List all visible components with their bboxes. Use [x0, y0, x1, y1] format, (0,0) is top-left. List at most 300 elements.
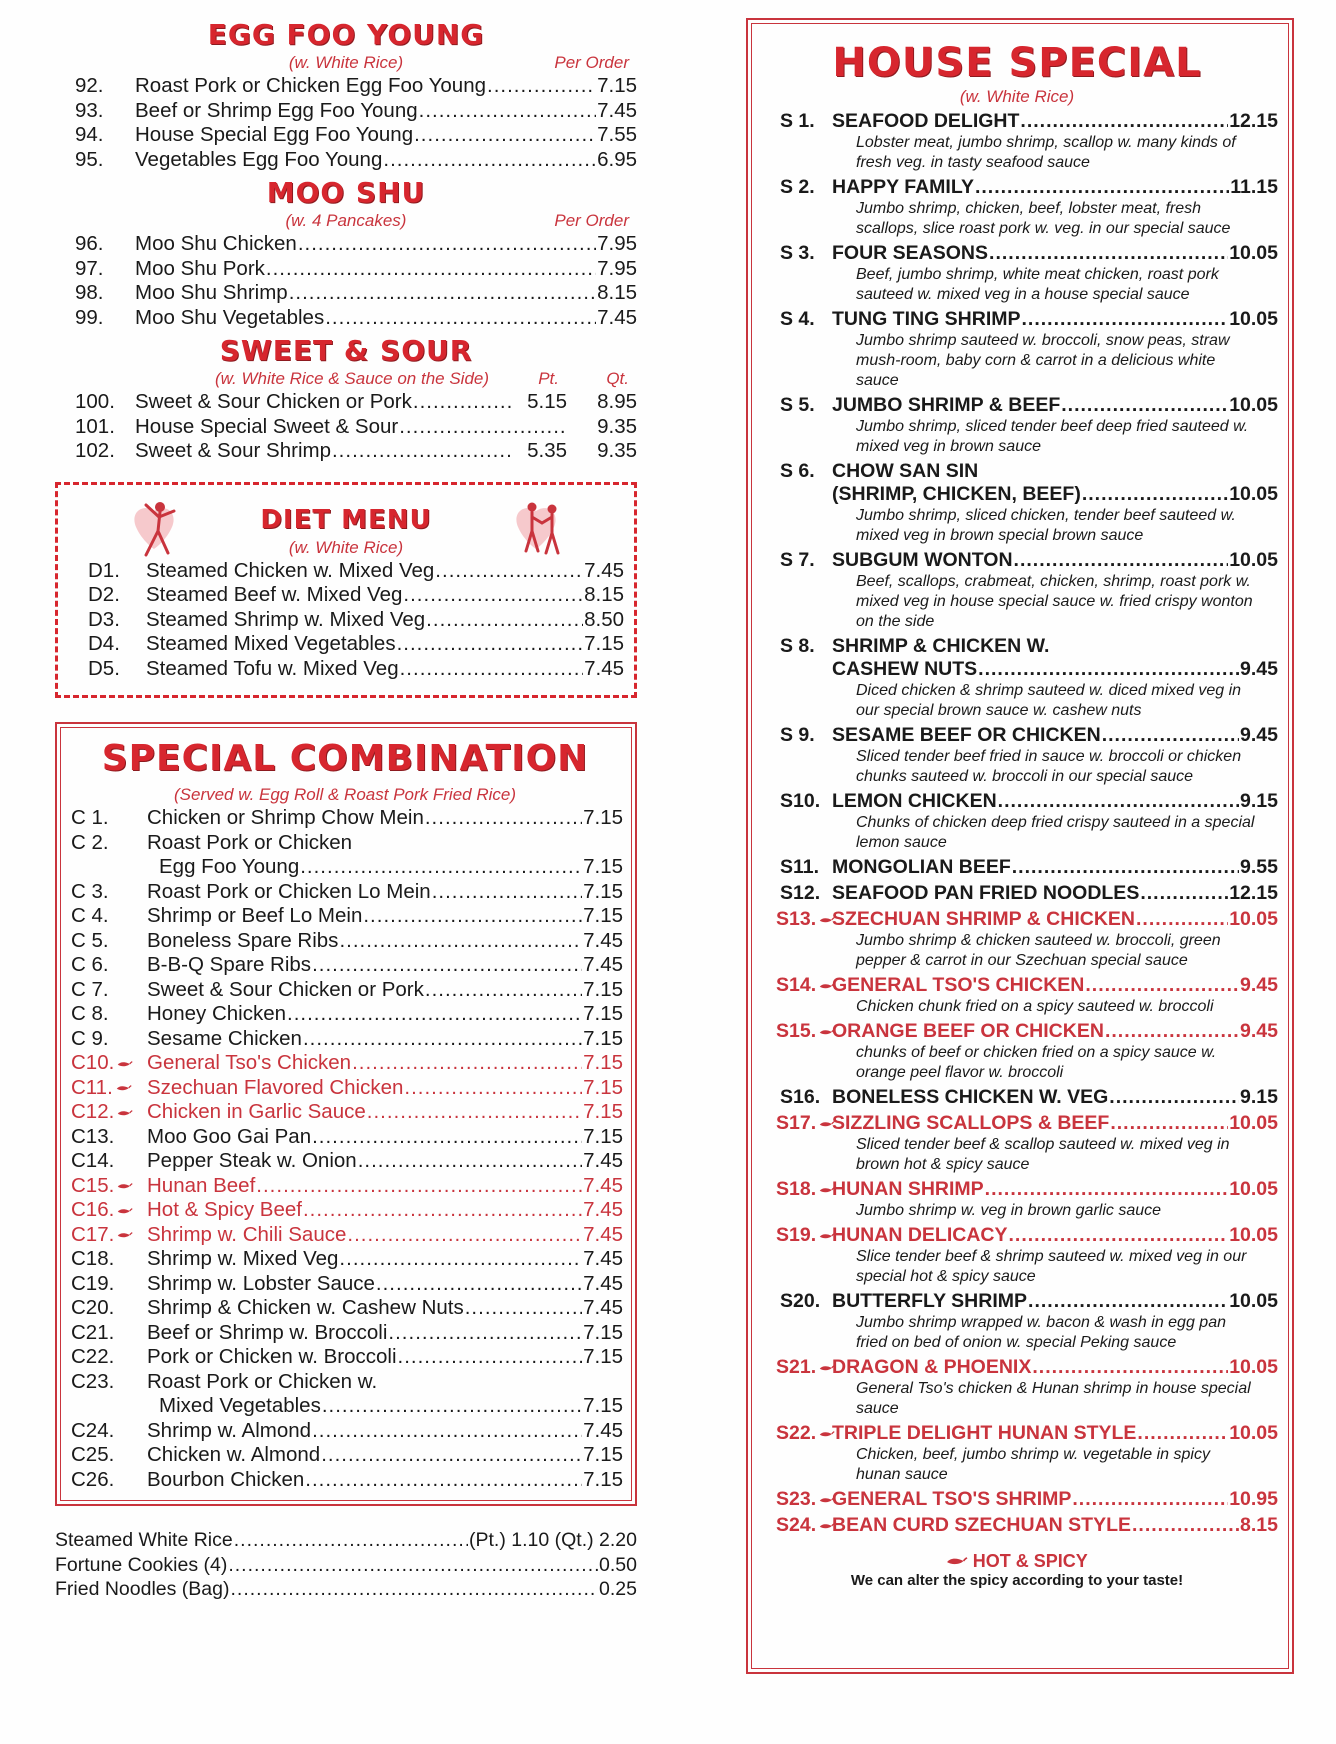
item-price: 0.25: [599, 1578, 637, 1600]
item-number: C 3.: [71, 879, 109, 903]
item-price: 10.95: [1229, 1488, 1278, 1510]
item-number: S11.: [780, 856, 820, 878]
item-number: C26.: [71, 1467, 115, 1491]
item-description: Jumbo shrimp & chicken sauteed w. broccoli, green pepper & carrot in our Szechuan special sauce: [856, 932, 1221, 969]
item-name: Moo Shu Pork: [135, 256, 265, 280]
item-price: 7.15: [583, 1345, 623, 1368]
house-special-item: [756, 635, 1278, 721]
item-name: Chicken w. Almond: [147, 1443, 321, 1466]
item-price: 8.15: [1240, 1514, 1278, 1536]
item-name: Beef or Shrimp w. Broccoli: [147, 1320, 388, 1344]
item-number: 96.: [75, 232, 104, 255]
item-name: Pepper Steak w. Onion: [147, 1149, 357, 1172]
quart-label: Qt.: [606, 369, 629, 388]
dot-leader: [300, 855, 582, 880]
item-name: TRIPLE DELIGHT HUNAN STYLE: [832, 1422, 1137, 1444]
item-price: 7.15: [583, 1100, 623, 1123]
house-special-box: [746, 18, 1294, 1674]
item-number: C14.: [71, 1149, 115, 1172]
dot-leader: [321, 1443, 582, 1468]
combo-item-row: [67, 1296, 623, 1321]
item-price: 10.05: [1229, 1224, 1278, 1246]
item-number: S14.: [756, 974, 832, 997]
dot-leader: [1022, 308, 1229, 331]
item-price: 8.15: [597, 281, 637, 304]
sweet-sour-subtitle: (w. White Rice & Sauce on the Side): [215, 369, 490, 388]
item-description: Chicken chunk fried on a spicy sauteed w. broccoli: [856, 998, 1214, 1015]
item-name: HUNAN SHRIMP: [832, 1178, 984, 1200]
dot-leader: [289, 281, 596, 306]
house-special-row: [756, 974, 1278, 997]
menu-item-row: [55, 439, 637, 464]
house-special-item: [756, 308, 1278, 391]
house-special-item: [756, 856, 1278, 879]
dot-leader: [312, 953, 582, 978]
item-name: CHOW SAN SIN: [832, 460, 979, 482]
item-price: 9.45: [1240, 724, 1278, 746]
dot-leader: [419, 99, 596, 124]
house-special-row: [756, 1514, 1278, 1537]
hot-pepper-icon: [116, 1231, 134, 1239]
combo-item-row: [67, 1272, 623, 1297]
menu-item-row: [55, 148, 637, 173]
item-price: 7.45: [583, 1271, 623, 1295]
item-name: Roast Pork or Chicken Lo Mein: [147, 879, 431, 903]
quart-price: 9.35: [597, 414, 637, 438]
house-special-item: [756, 394, 1278, 457]
item-name: Fried Noodles (Bag): [55, 1578, 230, 1600]
house-special-item: [756, 1422, 1278, 1485]
item-name: JUMBO SHRIMP & BEEF: [832, 394, 1061, 416]
item-price: 7.55: [597, 123, 637, 146]
dot-leader: [1009, 1224, 1229, 1247]
item-name: Shrimp or Beef Lo Mein: [147, 904, 363, 927]
item-number: C10.: [67, 1051, 147, 1076]
combo-item-row: [67, 953, 623, 978]
item-name: Roast Pork or Chicken w.: [147, 1369, 378, 1393]
house-special-subtitle: (w. White Rice): [959, 87, 1075, 106]
dot-leader: [325, 306, 596, 331]
menu-item-row: [55, 232, 637, 257]
dot-leader: [383, 148, 596, 173]
item-number: S20.: [780, 1290, 821, 1312]
dot-leader: [1132, 1514, 1239, 1537]
house-special-item: [756, 1488, 1278, 1511]
item-name: BUTTERFLY SHRIMP: [832, 1290, 1028, 1312]
item-number: C25.: [71, 1443, 115, 1466]
item-name: General Tso's Chicken: [147, 1051, 352, 1074]
item-name: Shrimp & Chicken w. Cashew Nuts: [147, 1296, 464, 1319]
house-special-item: [756, 974, 1278, 1017]
extra-item-row: [55, 1528, 637, 1553]
combo-item-row: [67, 1394, 623, 1419]
item-price: 10.05: [1229, 1290, 1278, 1312]
item-price: 7.15: [583, 1075, 623, 1099]
item-number: C13.: [71, 1124, 115, 1148]
item-name: House Special Egg Foo Young: [135, 123, 414, 146]
item-price: 7.95: [597, 232, 637, 255]
item-description: Sliced tender beef & scallop sauteed w. mixed veg in brown hot & spicy sauce: [856, 1136, 1230, 1173]
item-description: Beef, scallops, crabmeat, chicken, shrimp, roast pork w. mixed veg in house special sauce w. fried crispy wonton on the side: [856, 573, 1253, 630]
item-price: 7.15: [583, 904, 623, 927]
item-description: Jumbo shrimp sauteed w. broccoli, snow peas, straw mush-room, baby corn & carrot in a delicious white sauce: [856, 332, 1230, 389]
item-name: Steamed Shrimp w. Mixed Veg: [146, 607, 426, 631]
house-special-row: [756, 1356, 1278, 1379]
item-number: C18.: [71, 1247, 115, 1270]
item-number: D1.: [88, 558, 120, 582]
item-description: Chunks of chicken deep fried crispy sauteed in a special lemon sauce: [856, 814, 1255, 851]
house-special-row: [756, 1020, 1278, 1043]
menu-item-row: [55, 99, 637, 124]
dot-leader: [376, 1272, 582, 1297]
house-special-row: [756, 460, 1278, 483]
item-name: Roast Pork or Chicken: [147, 830, 353, 854]
item-name-cont: Mixed Vegetables: [159, 1394, 321, 1417]
item-price: 11.15: [1230, 176, 1278, 198]
pint-price: 5.15: [527, 390, 567, 413]
item-name: SZECHUAN SHRIMP & CHICKEN: [832, 908, 1135, 930]
dot-leader: [332, 439, 514, 464]
item-price: 9.45: [1240, 1020, 1278, 1042]
hot-pepper-icon: [116, 1109, 134, 1117]
combo-item-row: [67, 1125, 623, 1150]
combo-item-row: [67, 1100, 623, 1125]
dot-leader: [231, 1577, 599, 1602]
item-name: DRAGON & PHOENIX: [832, 1356, 1032, 1378]
item-description: Sliced tender beef fried in sauce w. broccoli or chicken chunks sauteed w. broccoli in our special sauce: [856, 748, 1242, 785]
hot-pepper-icon: [116, 1060, 134, 1068]
item-number: 100.: [75, 390, 115, 413]
item-price: 7.45: [583, 1173, 623, 1197]
special-combination-list: [67, 806, 623, 1492]
item-name: Pork or Chicken w. Broccoli: [147, 1345, 397, 1368]
item-number: C 7.: [71, 977, 109, 1001]
dot-leader: [978, 658, 1239, 681]
dot-leader: [399, 415, 566, 440]
quart-price: 9.35: [597, 439, 637, 462]
house-special-row: [756, 242, 1278, 265]
house-special-item: [756, 549, 1278, 632]
house-special-row: [756, 483, 1278, 506]
item-price: 10.05: [1229, 1112, 1278, 1134]
combo-item-row: [67, 1027, 623, 1052]
item-name: FOUR SEASONS: [832, 242, 989, 264]
item-name: Shrimp w. Chili Sauce: [147, 1222, 347, 1246]
house-special-item: [756, 1178, 1278, 1221]
item-price: 8.50: [584, 607, 624, 631]
item-description: Chicken, beef, jumbo shrimp w. vegetable in spicy hunan sauce: [856, 1446, 1210, 1483]
item-number: C11.: [67, 1076, 147, 1101]
dot-leader: [1061, 394, 1228, 417]
item-price: 7.45: [583, 1198, 623, 1221]
hot-pepper-icon: [116, 1182, 134, 1190]
item-number: S 3.: [780, 242, 815, 264]
dot-leader: [1028, 1290, 1228, 1313]
menu-item-row: [68, 632, 624, 657]
left-column: [55, 18, 637, 1602]
diet-menu-list: [68, 559, 624, 682]
item-price: 7.15: [584, 632, 624, 655]
dot-leader: [256, 1174, 582, 1199]
item-number: C21.: [71, 1320, 115, 1344]
dot-leader: [363, 904, 582, 929]
item-number: C 6.: [71, 953, 109, 976]
dot-leader: [432, 880, 582, 905]
dot-leader: [339, 929, 582, 954]
house-special-item: [756, 176, 1278, 239]
item-name: HUNAN DELICACY: [832, 1224, 1008, 1246]
diet-menu-subtitle: (w. White Rice): [288, 537, 404, 557]
item-price: 12.15: [1229, 882, 1278, 904]
item-price: 9.15: [1240, 790, 1278, 812]
menu-item-row: [55, 281, 637, 306]
house-special-item: [756, 1224, 1278, 1287]
house-special-item: [756, 724, 1278, 787]
item-number: 101.: [75, 414, 115, 438]
item-name: Sesame Chicken: [147, 1026, 302, 1050]
moo-shu-subtitle: (w. 4 Pancakes): [285, 211, 407, 230]
item-name: Chicken or Shrimp Chow Mein: [147, 806, 424, 829]
couple-figure-icon: [510, 497, 574, 563]
dot-leader: [1102, 724, 1239, 747]
dot-leader: [388, 1321, 582, 1346]
combo-item-row: [67, 1247, 623, 1272]
item-name: Honey Chicken: [147, 1002, 287, 1025]
item-number: 99.: [75, 305, 104, 329]
item-description: Jumbo shrimp wrapped w. bacon & wash in egg pan fried on bed of onion w. special Peking sauce: [856, 1314, 1226, 1351]
dot-leader: [1082, 483, 1228, 506]
menu-item-row: [55, 306, 637, 331]
dot-leader: [975, 176, 1229, 199]
egg-foo-young-list: [55, 74, 637, 172]
item-name: Chicken in Garlic Sauce: [147, 1100, 366, 1123]
special-combination-subtitle: (Served w. Egg Roll & Roast Pork Fried Rice): [173, 785, 516, 804]
dot-leader: [414, 123, 596, 148]
per-order-label: Per Order: [554, 211, 629, 230]
house-special-row: [756, 1422, 1278, 1445]
egg-foo-young-title: EGG FOO YOUNG: [207, 18, 485, 51]
combo-item-row: [67, 1149, 623, 1174]
item-number: C 4.: [71, 904, 109, 927]
house-special-item: [756, 1290, 1278, 1353]
diet-menu-title: DIET MENU: [260, 504, 432, 535]
item-number: 97.: [75, 256, 104, 280]
item-description: Jumbo shrimp w. veg in brown garlic sauce: [856, 1202, 1162, 1219]
item-price: 10.05: [1229, 242, 1278, 264]
item-price: 10.05: [1229, 483, 1278, 505]
item-price: 10.05: [1229, 908, 1278, 930]
item-name: Moo Shu Vegetables: [135, 305, 325, 329]
dot-leader: [404, 1076, 582, 1101]
moo-shu-title: MOO SHU: [266, 176, 426, 209]
item-number: C 5.: [71, 928, 109, 952]
item-description: Jumbo shrimp, sliced tender beef deep fried sauteed w. mixed veg in brown sauce: [856, 418, 1249, 455]
item-price: 10.05: [1229, 549, 1278, 571]
item-price: 7.45: [597, 98, 637, 122]
house-special-item: [756, 882, 1278, 905]
hot-spicy-label: HOT & SPICY: [972, 1551, 1088, 1571]
item-name: LEMON CHICKEN: [832, 790, 997, 812]
item-name: BONELESS CHICKEN W. VEG: [832, 1086, 1109, 1108]
item-name: Sweet & Sour Chicken or Pork: [147, 977, 424, 1001]
combo-item-row: [67, 831, 623, 856]
dot-leader: [312, 1419, 582, 1444]
item-number: S 8.: [780, 635, 815, 657]
item-description: Diced chicken & shrimp sauteed w. diced mixed veg in our special brown sauce w. cashew nuts: [856, 682, 1242, 719]
item-number: 98.: [75, 281, 104, 304]
item-name: Steamed White Rice: [55, 1529, 233, 1551]
extra-item-row: [55, 1553, 637, 1578]
combo-item-row: [67, 1002, 623, 1027]
menu-item-row: [55, 74, 637, 99]
item-price: 7.45: [583, 1222, 623, 1246]
item-name: Moo Goo Gai Pan: [147, 1124, 312, 1148]
combo-item-row: [67, 929, 623, 954]
item-number: C 8.: [71, 1002, 109, 1025]
dot-leader: [303, 1027, 582, 1052]
item-name-cont: CASHEW NUTS: [832, 658, 978, 680]
item-name: HAPPY FAMILY: [832, 176, 974, 198]
item-number: S 7.: [780, 549, 815, 571]
item-name: Steamed Mixed Vegetables: [146, 632, 396, 655]
house-special-row: [756, 856, 1278, 879]
item-number: C15.: [67, 1174, 147, 1199]
house-special-row: [756, 549, 1278, 572]
item-price: 7.45: [584, 656, 624, 680]
item-price: 7.45: [597, 305, 637, 329]
item-name-cont: Egg Foo Young: [159, 855, 300, 878]
item-price: 7.15: [597, 74, 637, 97]
dot-leader: [426, 608, 583, 633]
dot-leader: [1012, 856, 1239, 879]
dot-leader: [403, 583, 583, 608]
dot-leader: [312, 1125, 582, 1150]
combo-item-row: [67, 1321, 623, 1346]
house-special-row: [756, 908, 1278, 931]
item-number: S 5.: [780, 394, 815, 416]
dot-leader: [234, 1528, 468, 1553]
item-price: 0.50: [599, 1553, 637, 1576]
item-price: 7.45: [583, 1418, 623, 1442]
item-number: D3.: [88, 607, 120, 631]
item-number: C 1.: [71, 806, 109, 829]
item-number: S 4.: [780, 308, 815, 330]
item-price: 6.95: [597, 147, 637, 171]
item-number: 102.: [75, 439, 115, 462]
dot-leader: [352, 1051, 582, 1076]
item-price: 10.05: [1229, 394, 1278, 416]
menu-item-row: [55, 415, 637, 440]
item-name: SHRIMP & CHICKEN W.: [832, 635, 1050, 657]
item-price: 9.45: [1240, 658, 1278, 680]
item-name: BEAN CURD SZECHUAN STYLE: [832, 1514, 1132, 1536]
menu-item-row: [55, 390, 637, 415]
combo-item-row: [67, 1443, 623, 1468]
item-description: chunks of beef or chicken fried on a spicy sauce w. orange peel flavor w. broccoli: [856, 1044, 1217, 1081]
item-name: Hot & Spicy Beef: [147, 1198, 302, 1221]
item-name: Shrimp w. Mixed Veg: [147, 1247, 339, 1270]
house-special-row: [756, 308, 1278, 331]
item-number: S23.: [756, 1488, 832, 1511]
item-name: SEAFOOD PAN FRIED NOODLES: [832, 882, 1140, 904]
house-special-item: [756, 242, 1278, 305]
sweet-sour-title: SWEET & SOUR: [219, 334, 473, 367]
dot-leader: [287, 1002, 582, 1027]
hot-pepper-icon: [115, 1084, 133, 1092]
item-name: SESAME BEEF OR CHICKEN: [832, 724, 1101, 746]
house-special-title: HOUSE SPECIAL: [832, 40, 1202, 86]
item-number: S10.: [780, 790, 821, 812]
item-name: B-B-Q Spare Ribs: [147, 953, 312, 976]
house-special-row: [756, 882, 1278, 905]
combo-item-row: [67, 806, 623, 831]
dot-leader: [1085, 974, 1239, 997]
extra-item-row: [55, 1577, 637, 1602]
item-name: GENERAL TSO'S CHICKEN: [832, 974, 1085, 996]
item-name: SEAFOOD DELIGHT: [832, 110, 1020, 132]
item-number: C16.: [67, 1198, 147, 1223]
combo-item-row: [67, 1419, 623, 1444]
item-description: Beef, jumbo shrimp, white meat chicken, roast pork sauteed w. mixed veg in a house special sauce: [856, 266, 1219, 303]
dot-leader: [1137, 1422, 1228, 1445]
menu-item-row: [55, 257, 637, 282]
house-special-item: [756, 1356, 1278, 1419]
dot-leader: [1020, 110, 1228, 133]
item-name: Steamed Beef w. Mixed Veg: [146, 583, 403, 606]
item-name: MONGOLIAN BEEF: [832, 856, 1011, 878]
dot-leader: [367, 1100, 582, 1125]
menu-item-row: [55, 123, 637, 148]
item-price: 10.05: [1229, 1422, 1278, 1444]
item-price: 7.15: [583, 1443, 623, 1466]
hot-pepper-icon: [946, 1555, 968, 1567]
diet-menu-box: [55, 482, 637, 699]
house-special-row: [756, 1488, 1278, 1511]
house-special-row: [756, 790, 1278, 813]
item-number: S13.: [756, 908, 832, 931]
dot-leader: [305, 1468, 582, 1493]
combo-item-row: [67, 1076, 623, 1101]
item-name: GENERAL TSO'S SHRIMP: [832, 1488, 1072, 1510]
item-name: Beef or Shrimp Egg Foo Young: [135, 98, 418, 122]
house-special-row: [756, 658, 1278, 681]
item-price: 10.05: [1229, 1356, 1278, 1378]
dot-leader: [465, 1296, 582, 1321]
dot-leader: [1140, 882, 1228, 905]
dot-leader: [1014, 549, 1229, 572]
dot-leader: [322, 1394, 582, 1419]
combo-item-row: [67, 1345, 623, 1370]
item-price: 7.15: [583, 977, 623, 1001]
combo-item-row: [67, 855, 623, 880]
item-name: Moo Shu Chicken: [135, 232, 297, 255]
house-special-row: [756, 1224, 1278, 1247]
combo-item-row: [67, 880, 623, 905]
item-price: 10.05: [1229, 308, 1278, 330]
item-price: 7.15: [583, 1051, 623, 1074]
spicy-note: We can alter the spicy according to your taste!: [850, 1572, 1184, 1589]
dot-leader: [1105, 1020, 1239, 1043]
item-number: C 2.: [71, 830, 109, 854]
egg-foo-young-subtitle: (w. White Rice): [288, 53, 404, 72]
item-name: Shrimp w. Lobster Sauce: [147, 1271, 375, 1295]
item-number: S 6.: [780, 460, 815, 482]
item-name: Steamed Chicken w. Mixed Veg: [146, 558, 435, 582]
house-special-row: [756, 394, 1278, 417]
item-name: Sweet & Sour Shrimp: [135, 439, 331, 462]
dot-leader: [985, 1178, 1229, 1201]
item-number: C23.: [71, 1369, 115, 1393]
